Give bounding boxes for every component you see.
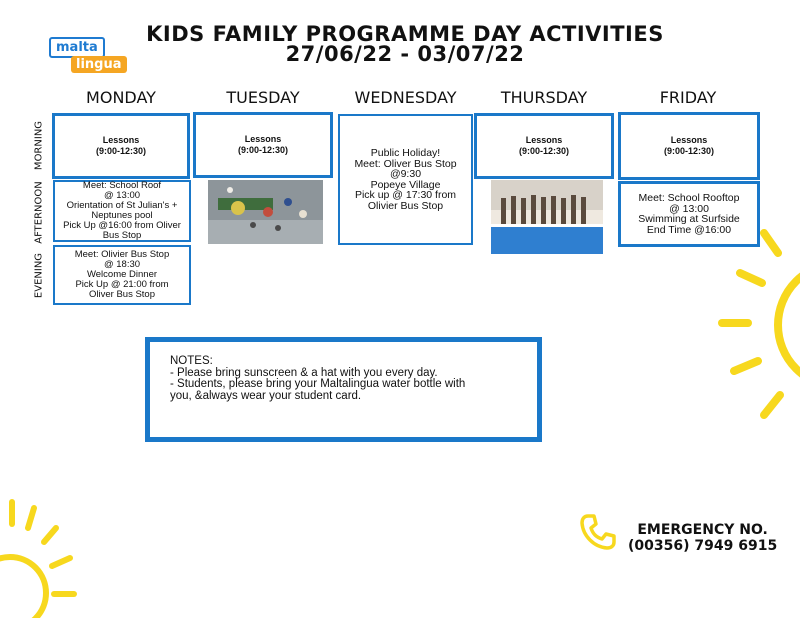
maltalingua-logo [49, 37, 133, 83]
cell-line: @9:30 [389, 168, 422, 180]
lesson-time: (9:00-12:30) [237, 145, 289, 155]
page-title: KIDS FAMILY PROGRAMME DAY ACTIVITIES [146, 22, 664, 46]
emergency-label: EMERGENCY NO. [637, 522, 768, 538]
notes-line: you, &always wear your student card. [170, 389, 362, 402]
page-dates: 27/06/22 - 03/07/22 [285, 42, 525, 66]
period-evening: EVENING [33, 252, 45, 299]
group-photo-pool [491, 180, 603, 254]
cell-line: Pick Up @16:00 from Oliver [63, 220, 181, 231]
day-header-thursday: THURSDAY [500, 88, 588, 107]
lesson-title: Lessons [670, 135, 708, 145]
thursday-activity-photo [491, 180, 603, 254]
cell-line: Orientation of St Julian's + [66, 200, 178, 211]
day-header-friday: FRIDAY [659, 88, 717, 107]
cell-line: Meet: School Rooftop [638, 192, 740, 204]
group-photo-aerial [208, 180, 323, 244]
friday-morning-cell [618, 112, 760, 180]
period-afternoon: AFTERNOON [33, 181, 45, 244]
lesson-time: (9:00-12:30) [518, 146, 570, 156]
cell-line: Meet: School Roof [82, 180, 162, 191]
thursday-morning-cell [474, 113, 614, 179]
cell-line: Bus Stop [102, 230, 142, 241]
logo-text-bottom: lingua [71, 56, 127, 73]
cell-line: Popeye Village [370, 178, 441, 191]
cell-line: Pick Up @ 21:00 from [75, 279, 169, 290]
monday-morning-cell [52, 113, 190, 179]
notes-line: - Please bring sunscreen & a hat with you every day. [170, 366, 438, 379]
cell-line: Welcome Dinner [86, 269, 158, 280]
cell-line: @ 13:00 [103, 190, 141, 201]
emergency-contact [628, 522, 777, 554]
wednesday-fullday-cell [338, 114, 473, 245]
cell-line: @ 13:00 [669, 202, 709, 215]
cell-line: Olivier Bus Stop [367, 199, 444, 212]
lesson-title: Lessons [244, 134, 282, 144]
cell-line: End Time @16:00 [646, 223, 732, 236]
lesson-title: Lessons [102, 135, 140, 145]
lesson-time: (9:00-12:30) [95, 146, 147, 156]
sun-icon [0, 498, 80, 618]
logo-text-top: malta [49, 37, 105, 58]
day-header-tuesday: TUESDAY [226, 88, 300, 107]
cell-line: Oliver Bus Stop [89, 289, 155, 300]
period-morning: MORNING [33, 120, 45, 171]
phone-icon [578, 512, 618, 552]
lesson-time: (9:00-12:30) [663, 146, 715, 156]
cell-line: Meet: Oliver Bus Stop [354, 157, 457, 170]
notes-heading: NOTES: [170, 355, 213, 367]
monday-afternoon-cell [53, 180, 191, 242]
lesson-title: Lessons [525, 135, 563, 145]
day-header-monday: MONDAY [86, 88, 156, 107]
notes-box [145, 337, 542, 442]
day-header-wednesday: WEDNESDAY [354, 88, 457, 107]
cell-line: @ 18:30 [103, 259, 141, 270]
cell-line: Swimming at Surfside [638, 213, 740, 225]
tuesday-activity-photo [208, 180, 323, 244]
notes-line: - Students, please bring your Maltalingua water bottle with [170, 378, 466, 390]
cell-line: Public Holiday! [370, 147, 441, 159]
emergency-number: (00356) 7949 6915 [628, 538, 778, 554]
sun-icon [700, 215, 800, 435]
tuesday-morning-cell [193, 112, 333, 178]
monday-evening-cell [53, 245, 191, 305]
cell-line: Pick up @ 17:30 from [354, 189, 457, 201]
cell-line: Neptunes pool [91, 210, 153, 221]
cell-line: Meet: Olivier Bus Stop [74, 249, 170, 260]
